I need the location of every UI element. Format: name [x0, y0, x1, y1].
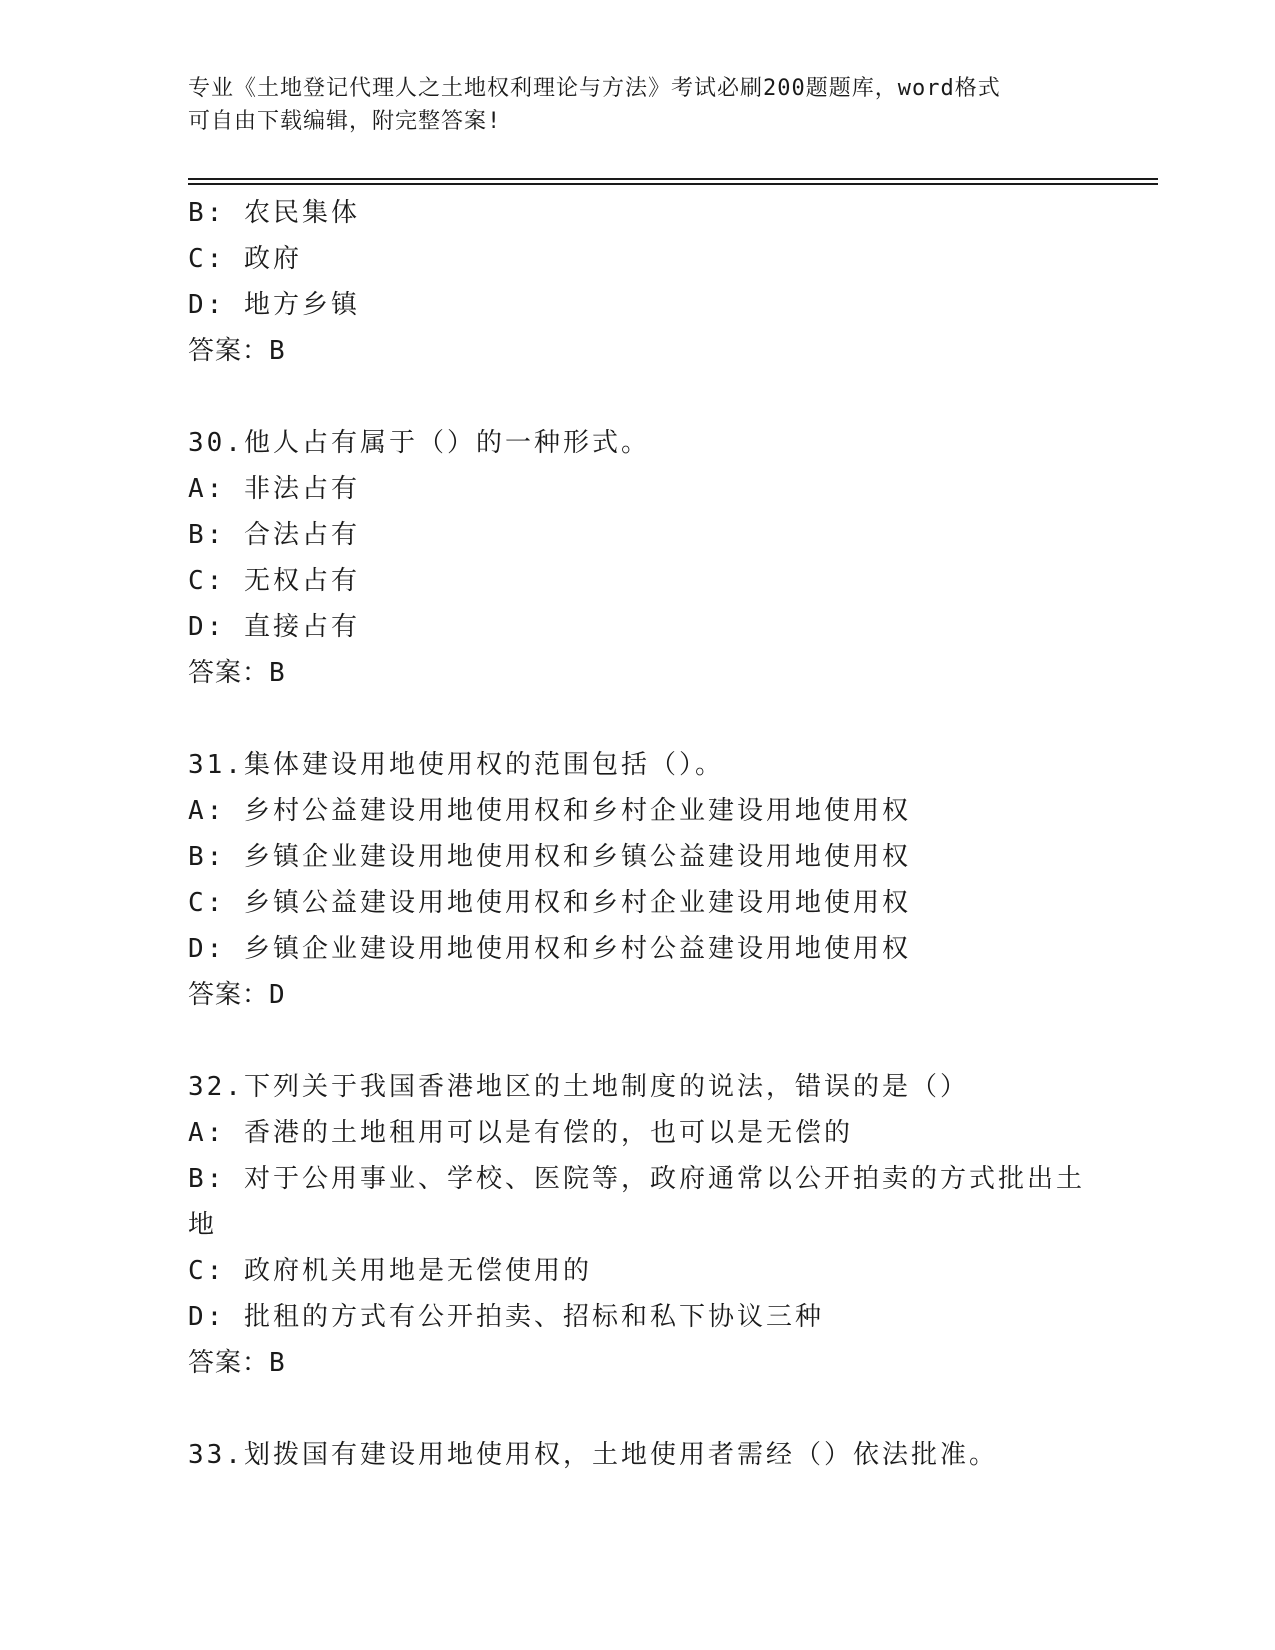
- header-divider-bottom: [188, 183, 1158, 185]
- option-c: C: 无权占有: [188, 566, 360, 596]
- answer: 答案：B: [188, 658, 286, 688]
- header-line-2: 可自由下载编辑，附完整答案!: [188, 109, 502, 134]
- option-b: B: 对于公用事业、学校、医院等，政府通常以公开拍卖的方式批出土: [188, 1164, 1085, 1194]
- option-c: C: 政府: [188, 244, 302, 274]
- answer: 答案：B: [188, 336, 286, 366]
- option-a: A: 香港的土地租用可以是有偿的，也可以是无偿的: [188, 1118, 853, 1148]
- option-b-continued: 地: [188, 1210, 218, 1240]
- question-30: [188, 420, 1088, 696]
- option-d: D: 乡镇企业建设用地使用权和乡村公益建设用地使用权: [188, 934, 911, 964]
- question-31: [188, 742, 1088, 1018]
- option-a: A: 乡村公益建设用地使用权和乡村企业建设用地使用权: [188, 796, 911, 826]
- option-d: D: 批租的方式有公开拍卖、招标和私下协议三种: [188, 1302, 824, 1332]
- option-d: D: 地方乡镇: [188, 290, 360, 320]
- question-stem: 30.他人占有属于（）的一种形式。: [188, 428, 650, 458]
- option-a: A: 非法占有: [188, 474, 360, 504]
- question-32: [188, 1064, 1088, 1386]
- option-b: B: 乡镇企业建设用地使用权和乡镇公益建设用地使用权: [188, 842, 911, 872]
- option-c: C: 政府机关用地是无偿使用的: [188, 1256, 592, 1286]
- answer: 答案：D: [188, 980, 286, 1010]
- header-divider-top: [188, 178, 1158, 180]
- option-c: C: 乡镇公益建设用地使用权和乡村企业建设用地使用权: [188, 888, 911, 918]
- document-body: [188, 190, 1088, 1478]
- question-stem: 32.下列关于我国香港地区的土地制度的说法，错误的是（）: [188, 1072, 969, 1102]
- question-stem: 33.划拨国有建设用地使用权，土地使用者需经（）依法批准。: [188, 1440, 998, 1470]
- option-b: B: 合法占有: [188, 520, 360, 550]
- continued-question: [188, 190, 1088, 374]
- option-d: D: 直接占有: [188, 612, 360, 642]
- question-stem: 31.集体建设用地使用权的范围包括（）。: [188, 750, 724, 780]
- option-b: B: 农民集体: [188, 198, 360, 228]
- header-line-1: 专业《土地登记代理人之土地权利理论与方法》考试必刷200题题库，word格式: [188, 76, 1001, 101]
- document-header: [188, 72, 1068, 138]
- answer: 答案：B: [188, 1348, 286, 1378]
- question-33: [188, 1432, 1088, 1478]
